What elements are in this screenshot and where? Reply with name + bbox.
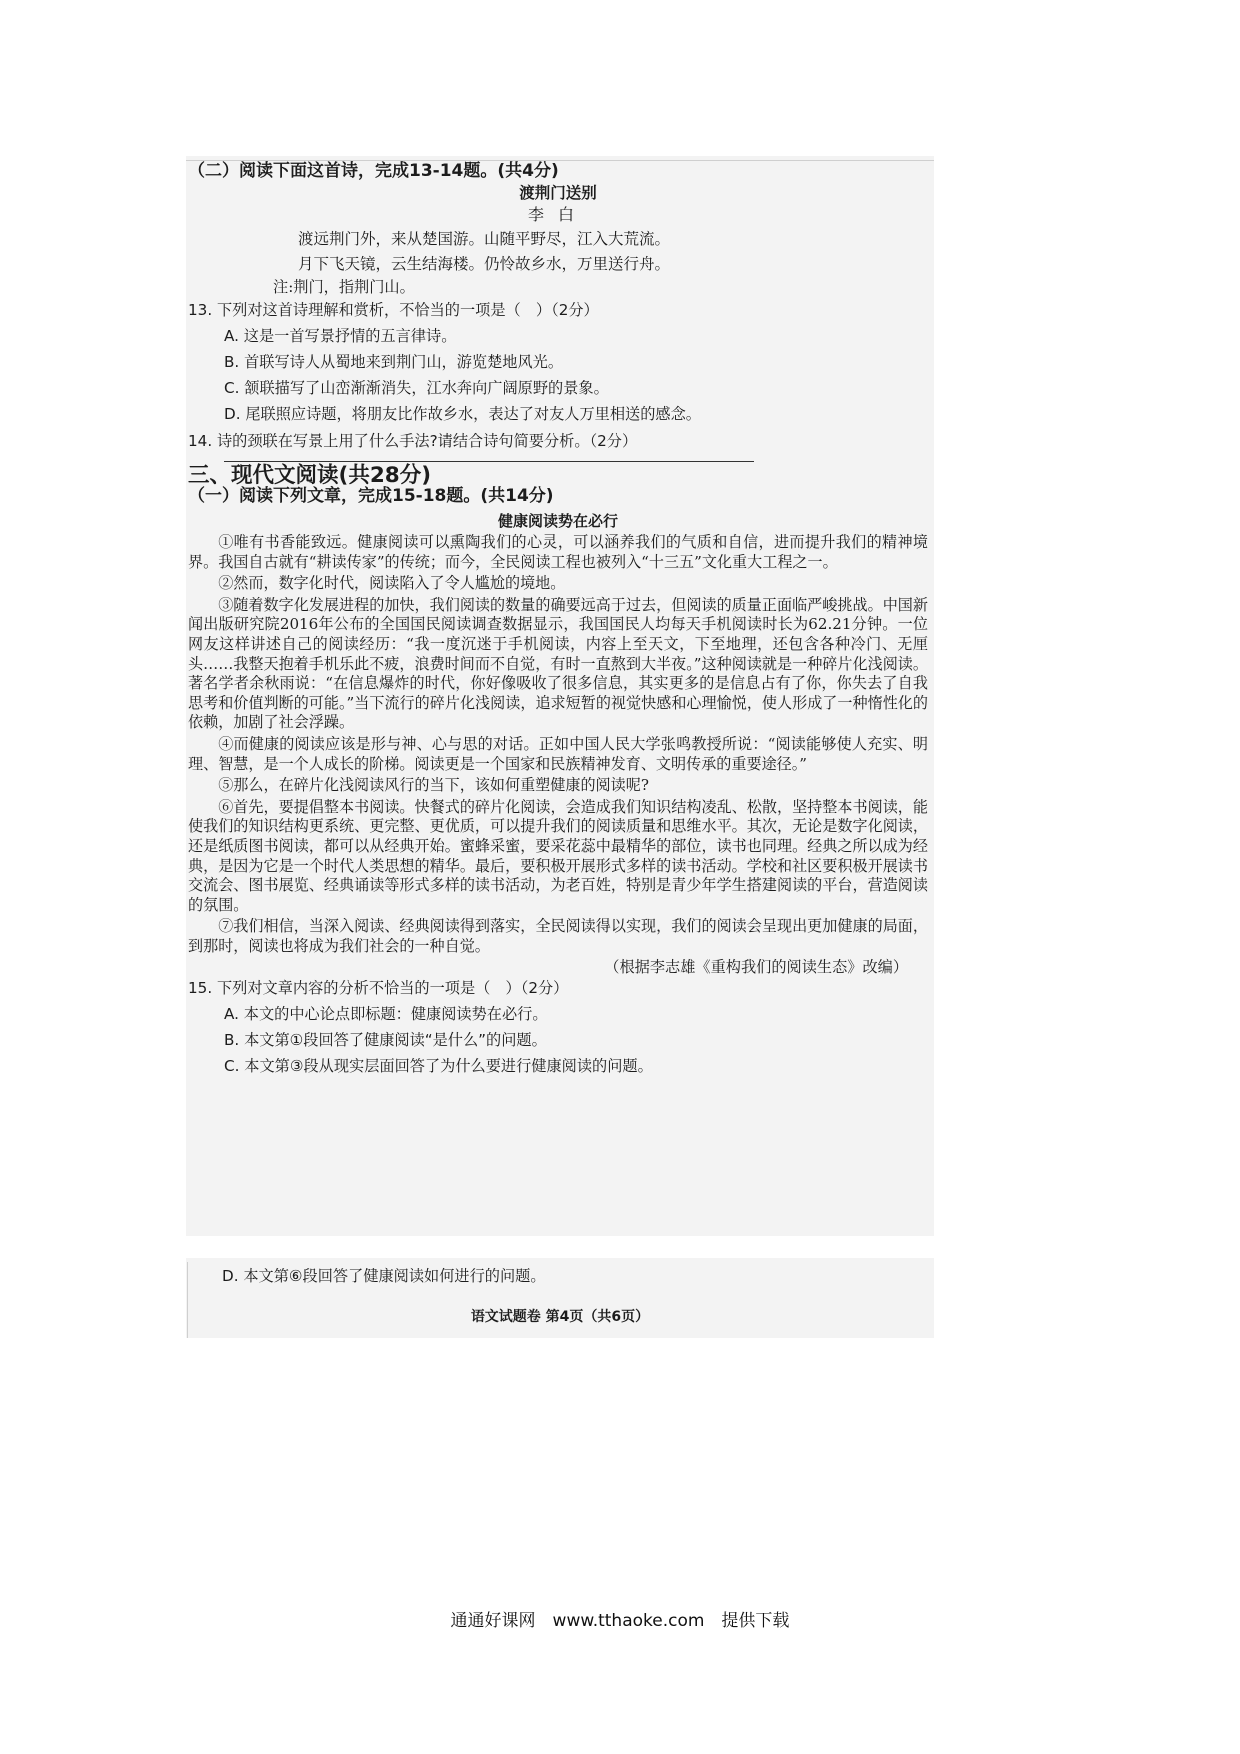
q13-option-b: B. 首联写诗人从蜀地来到荆门山，游览楚地风光。 xyxy=(224,353,564,371)
article-paragraph-2: ②然而，数字化时代，阅读陷入了令人尴尬的境地。 xyxy=(218,574,566,593)
poem-note: 注:荆门，指荆门山。 xyxy=(273,278,415,296)
answer-line xyxy=(224,461,754,462)
poem-line-2: 月下飞天镜，云生结海楼。仍怜故乡水，万里送行舟。 xyxy=(298,255,671,273)
site-footer: 通通好课网 www.tthaoke.com 提供下载 xyxy=(450,1611,790,1631)
question-14: 14. 诗的颈联在写景上用了什么手法?请结合诗句简要分析。（2分） xyxy=(188,432,638,450)
scan-gap xyxy=(186,1236,934,1258)
article-paragraph-5: ⑤那么，在碎片化浅阅读风行的当下，该如何重塑健康的阅读呢? xyxy=(218,776,649,795)
q13-option-c: C. 颔联描写了山峦渐渐消失，江水奔向广阔原野的景象。 xyxy=(224,379,609,397)
poem-title: 渡荆门送别 xyxy=(519,184,597,202)
article-paragraph-6: ⑥首先，要提倡整本书阅读。快餐式的碎片化阅读，会造成我们知识结构凌乱、松散，坚持整本书阅读，能使我们的知识结构更系统、更完整、更优质，可以提升我们的阅读质量和思维水平。其次，无论是数字化阅读，还是纸质图书阅读，都可以从经典开始。蜜蜂采蜜，要采花蕊中最精华的部位，读书也同理。经典之所以成为经典，是因为它是一个时代人类思想的精华。最后，要积极开展形式多样的读书活动。学校和社区要积极开展读书交流会、图书展览、经典诵读等形式多样的读书活动，为老百姓，特别是青少年学生搭建阅读的平台，营造阅读的氛围。 xyxy=(188,797,928,914)
part1-heading: （一）阅读下列文章，完成15-18题。(共14分) xyxy=(188,486,554,506)
exam-content xyxy=(188,162,928,1076)
question-13: 13. 下列对这首诗理解和赏析，不恰当的一项是（ ）（2分） xyxy=(188,301,599,319)
q15-option-d: D. 本文第⑥段回答了健康阅读如何进行的问题。 xyxy=(222,1267,546,1285)
q13-option-d: D. 尾联照应诗题，将朋友比作故乡水，表达了对友人万里相送的感念。 xyxy=(224,405,701,423)
q15-option-a: A. 本文的中心论点即标题：健康阅读势在必行。 xyxy=(224,1005,548,1024)
q13-option-a: A. 这是一首写景抒情的五言律诗。 xyxy=(224,327,457,345)
article-source: （根据李志雄《重构我们的阅读生态》改编） xyxy=(604,958,908,977)
scan-left-edge xyxy=(187,1262,188,1338)
article-paragraph-4: ④而健康的阅读应该是形与神、心与思的对话。正如中国人民大学张鸣教授所说：“阅读能够使人充实、明理、智慧，是一个人成长的阶梯。阅读更是一个国家和民族精神发育、文明传承的重要途径。” xyxy=(188,734,928,773)
section3-title: 三、现代文阅读(共28分) xyxy=(188,463,432,488)
article-paragraph-7: ⑦我们相信，当深入阅读、经典阅读得到落实，全民阅读得以实现，我们的阅读会呈现出更加健康的局面，到那时，阅读也将成为我们社会的一种自觉。 xyxy=(188,917,928,955)
question-15: 15. 下列对文章内容的分析不恰当的一项是（ ）（2分） xyxy=(188,979,569,998)
article-paragraph-3: ③随着数字化发展进程的加快，我们阅读的数量的确要远高于过去，但阅读的质量正面临严峻挑战。中国新闻出版研究院2016年公布的全国国民阅读调查数据显示，我国国民人均每天手机阅读时长为62.21分钟。一位网友这样讲述自己的阅读经历：“我一度沉迷于手机阅读，内容上至天文，下至地理，还包含各种冷门、无厘头……我整天抱着手机乐此不疲，浪费时间而不自觉，有时一直熬到大半夜。”这种阅读就是一种碎片化浅阅读。著名学者余秋雨说：“在信息爆炸的时代，你好像吸收了很多信息，其实更多的是信息占有了你，你失去了自我思考和价值判断的可能。”当下流行的碎片化浅阅读，追求短暂的视觉快感和心理愉悦，使人形成了一种惰性化的依赖，加剧了社会浮躁。 xyxy=(188,595,928,732)
section2-heading: （二）阅读下面这首诗，完成13-14题。(共4分) xyxy=(188,161,559,181)
q15-option-c: C. 本文第③段从现实层面回答了为什么要进行健康阅读的问题。 xyxy=(224,1057,653,1076)
poem-author: 李白 xyxy=(527,205,588,224)
article-title: 健康阅读势在必行 xyxy=(497,512,618,530)
article-paragraph-1: ①唯有书香能致远。健康阅读可以熏陶我们的心灵，可以涵养我们的气质和自信，进而提升我们的精神境界。我国自古就有“耕读传家”的传统；而今，全民阅读工程也被列入“十三五”文化重大工程之一。 xyxy=(188,533,928,571)
page-number-footer: 语文试题卷 第4页（共6页） xyxy=(470,1309,650,1325)
poem-line-1: 渡远荆门外，来从楚国游。山随平野尽，江入大荒流。 xyxy=(298,230,671,248)
q15-option-b: B. 本文第①段回答了健康阅读“是什么”的问题。 xyxy=(224,1031,547,1050)
